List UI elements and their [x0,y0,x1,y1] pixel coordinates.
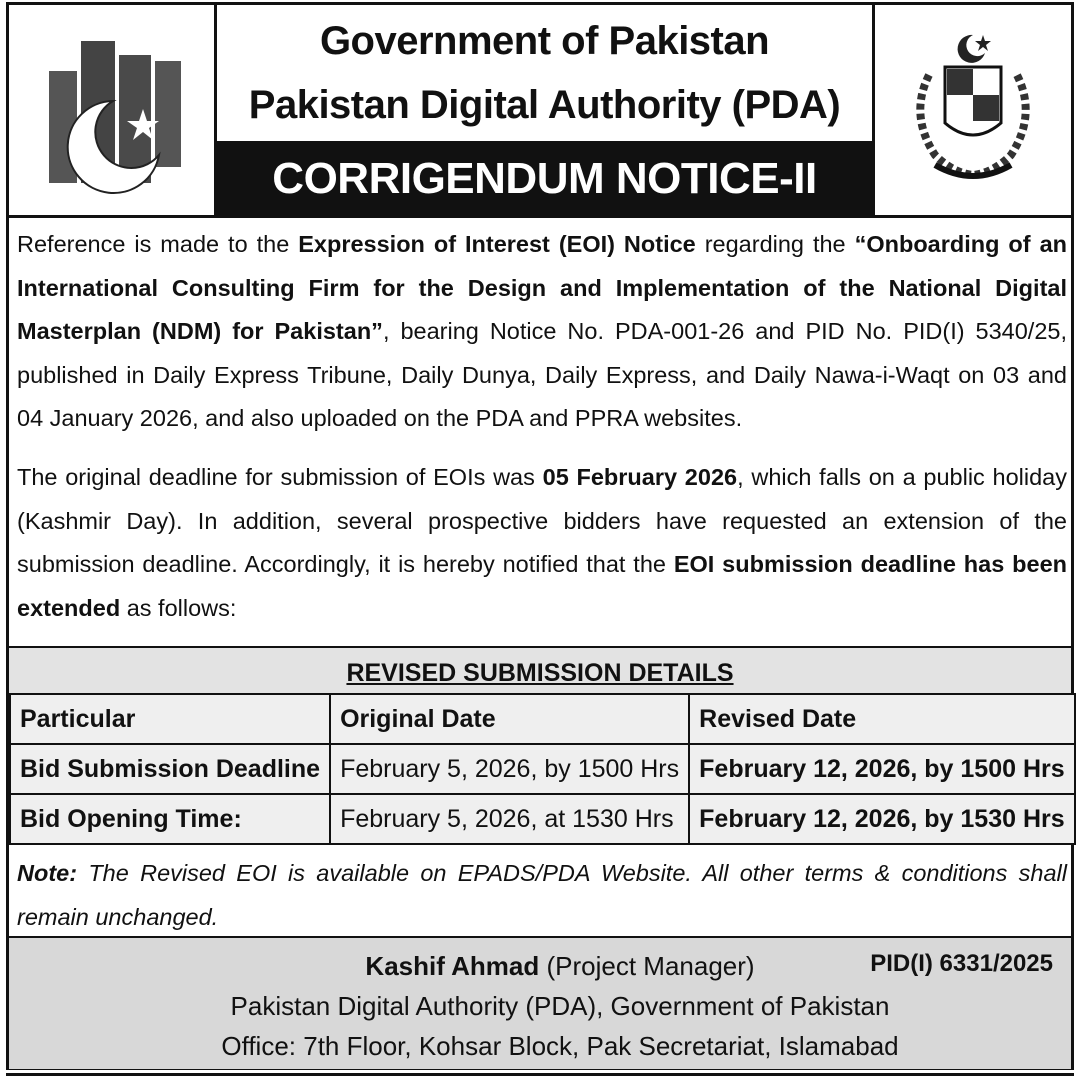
organization-line: Pakistan Digital Authority (PDA), Government of Pakistan [230,991,890,1021]
authority-title: Pakistan Digital Authority (PDA) [248,83,841,127]
row-particular: Bid Submission Deadline [10,744,330,794]
row-original-date: February 5, 2026, at 1530 Hrs [330,794,689,844]
header-original-date: Original Date [330,694,689,744]
notice [6,2,1074,1070]
row-original-date: February 5, 2026, by 1500 Hrs [330,744,689,794]
deadline-text-1: The original deadline for submission of EOIs was [17,464,543,490]
title-block [217,5,872,215]
deadline-text-3: as follows: [120,594,237,621]
signatory-name: Kashif Ahmad [365,951,540,981]
note-text: The Revised EOI is available on EPADS/PDA Website. All other terms & conditions shall remain unchanged. [17,860,1067,930]
notice-header [9,5,1071,218]
office-address: Office: 7th Floor, Kohsar Block, Pak Secretariat, Islamabad [221,1031,899,1061]
state-emblem [872,5,1071,215]
header-revised-date: Revised Date [689,694,1075,744]
row-particular: Bid Opening Time: [10,794,330,844]
pid-number: PID(I) 6331/2025 [870,950,1053,977]
note-label: Note: [17,860,78,886]
original-deadline: 05 February 2026 [542,464,738,490]
extension-statement: EOI submission deadline has been extended [17,551,1067,621]
project-title: “Onboarding of an International Consulting Firm for the Design and Implementation of the National Digital Masterplan (NDM) for Pakistan” [17,231,1067,344]
reference-text-1: Reference is made to the [17,231,299,257]
table-header-row [10,694,1075,744]
reference-paragraph [17,223,1067,441]
signatory-role: (Project Manager) [539,951,755,981]
submission-details-table [9,693,1076,845]
pda-logo [9,5,217,215]
row-revised-date: February 12, 2026, by 1500 Hrs [689,744,1075,794]
government-title: Government of Pakistan [319,19,770,63]
table-row [10,744,1075,794]
note-paragraph [17,851,1067,939]
deadline-paragraph [17,456,1067,630]
eoi-notice-title: Expression of Interest (EOI) Notice [298,231,696,257]
table-title-text: REVISED SUBMISSION DETAILS [346,659,734,687]
table-title [9,646,1071,694]
signature-footer [9,936,1071,1069]
pda-logo-icon [9,5,214,215]
table-row [10,794,1075,844]
deadline-text-2: , which falls on a public holiday (Kashmir Day). In addition, several prospective bidders have requested an extension of the submission deadline. Accordingly, it is hereby notified that the [17,464,1068,577]
state-emblem-icon [875,5,1071,215]
bottom-rule [6,1073,1074,1076]
header-particular: Particular [10,694,330,744]
row-revised-date: February 12, 2026, by 1530 Hrs [689,794,1075,844]
reference-text-2: regarding the [695,231,855,257]
corrigendum-banner: CORRIGENDUM NOTICE-II [217,141,872,215]
reference-text-3: , bearing Notice No. PDA-001-26 and PID No. PID(I) 5340/25, published in Daily Express Tribune, Daily Dunya, Daily Express, and Daily Nawa-i-Waqt on 03 and 04 January 2026, and also uploaded on the PDA and PPRA websites. [17,318,1068,431]
